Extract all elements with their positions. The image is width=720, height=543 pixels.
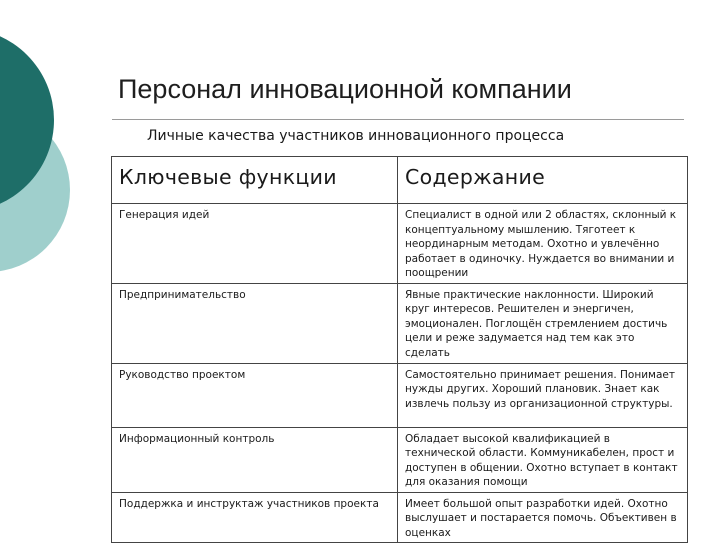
content-cell: Явные практические наклонности. Широкий круг интересов. Решителен и энергичен, эмоционален. Поглощён стремлением достичь цели и реже задумается над тем как это сделать — [398, 283, 688, 363]
slide-title: Персонал инновационной компании — [118, 74, 572, 104]
content-cell: Специалист в одной или 2 областях, склонный к концептуальному мышлению. Тяготеет к неординарным методам. Охотно и увлечённо работает в одиночку. Нуждается во внимании и поощрении — [398, 204, 688, 284]
table-row — [112, 283, 688, 363]
header-key-functions: Ключевые функции — [112, 157, 398, 204]
table-row — [112, 492, 688, 543]
function-cell: Генерация идей — [112, 204, 398, 284]
table-row — [112, 427, 688, 492]
slide-subtitle: Личные качества участников инновационного процесса — [147, 128, 565, 144]
table-row — [112, 363, 688, 427]
content-cell: Самостоятельно принимает решения. Понимает нужды других. Хороший плановик. Знает как извлечь пользу из организационной структуры. — [398, 363, 688, 427]
content-cell: Имеет большой опыт разработки идей. Охотно выслушает и постарается помочь. Объективен в оценках — [398, 492, 688, 543]
table-row — [112, 204, 688, 284]
teal-circles-graphic — [0, 0, 120, 300]
decorative-circles — [0, 0, 120, 300]
function-cell: Предпринимательство — [112, 283, 398, 363]
content-cell: Обладает высокой квалификацией в технической области. Коммуникабелен, прост и доступен в общении. Охотно вступает в контакт для оказания помощи — [398, 427, 688, 492]
function-cell: Поддержка и инструктаж участников проекта — [112, 492, 398, 543]
table-header-row — [112, 157, 688, 204]
function-cell: Информационный контроль — [112, 427, 398, 492]
title-divider — [112, 119, 684, 120]
functions-table — [111, 156, 688, 543]
header-content: Содержание — [398, 157, 688, 204]
function-cell: Руководство проектом — [112, 363, 398, 427]
